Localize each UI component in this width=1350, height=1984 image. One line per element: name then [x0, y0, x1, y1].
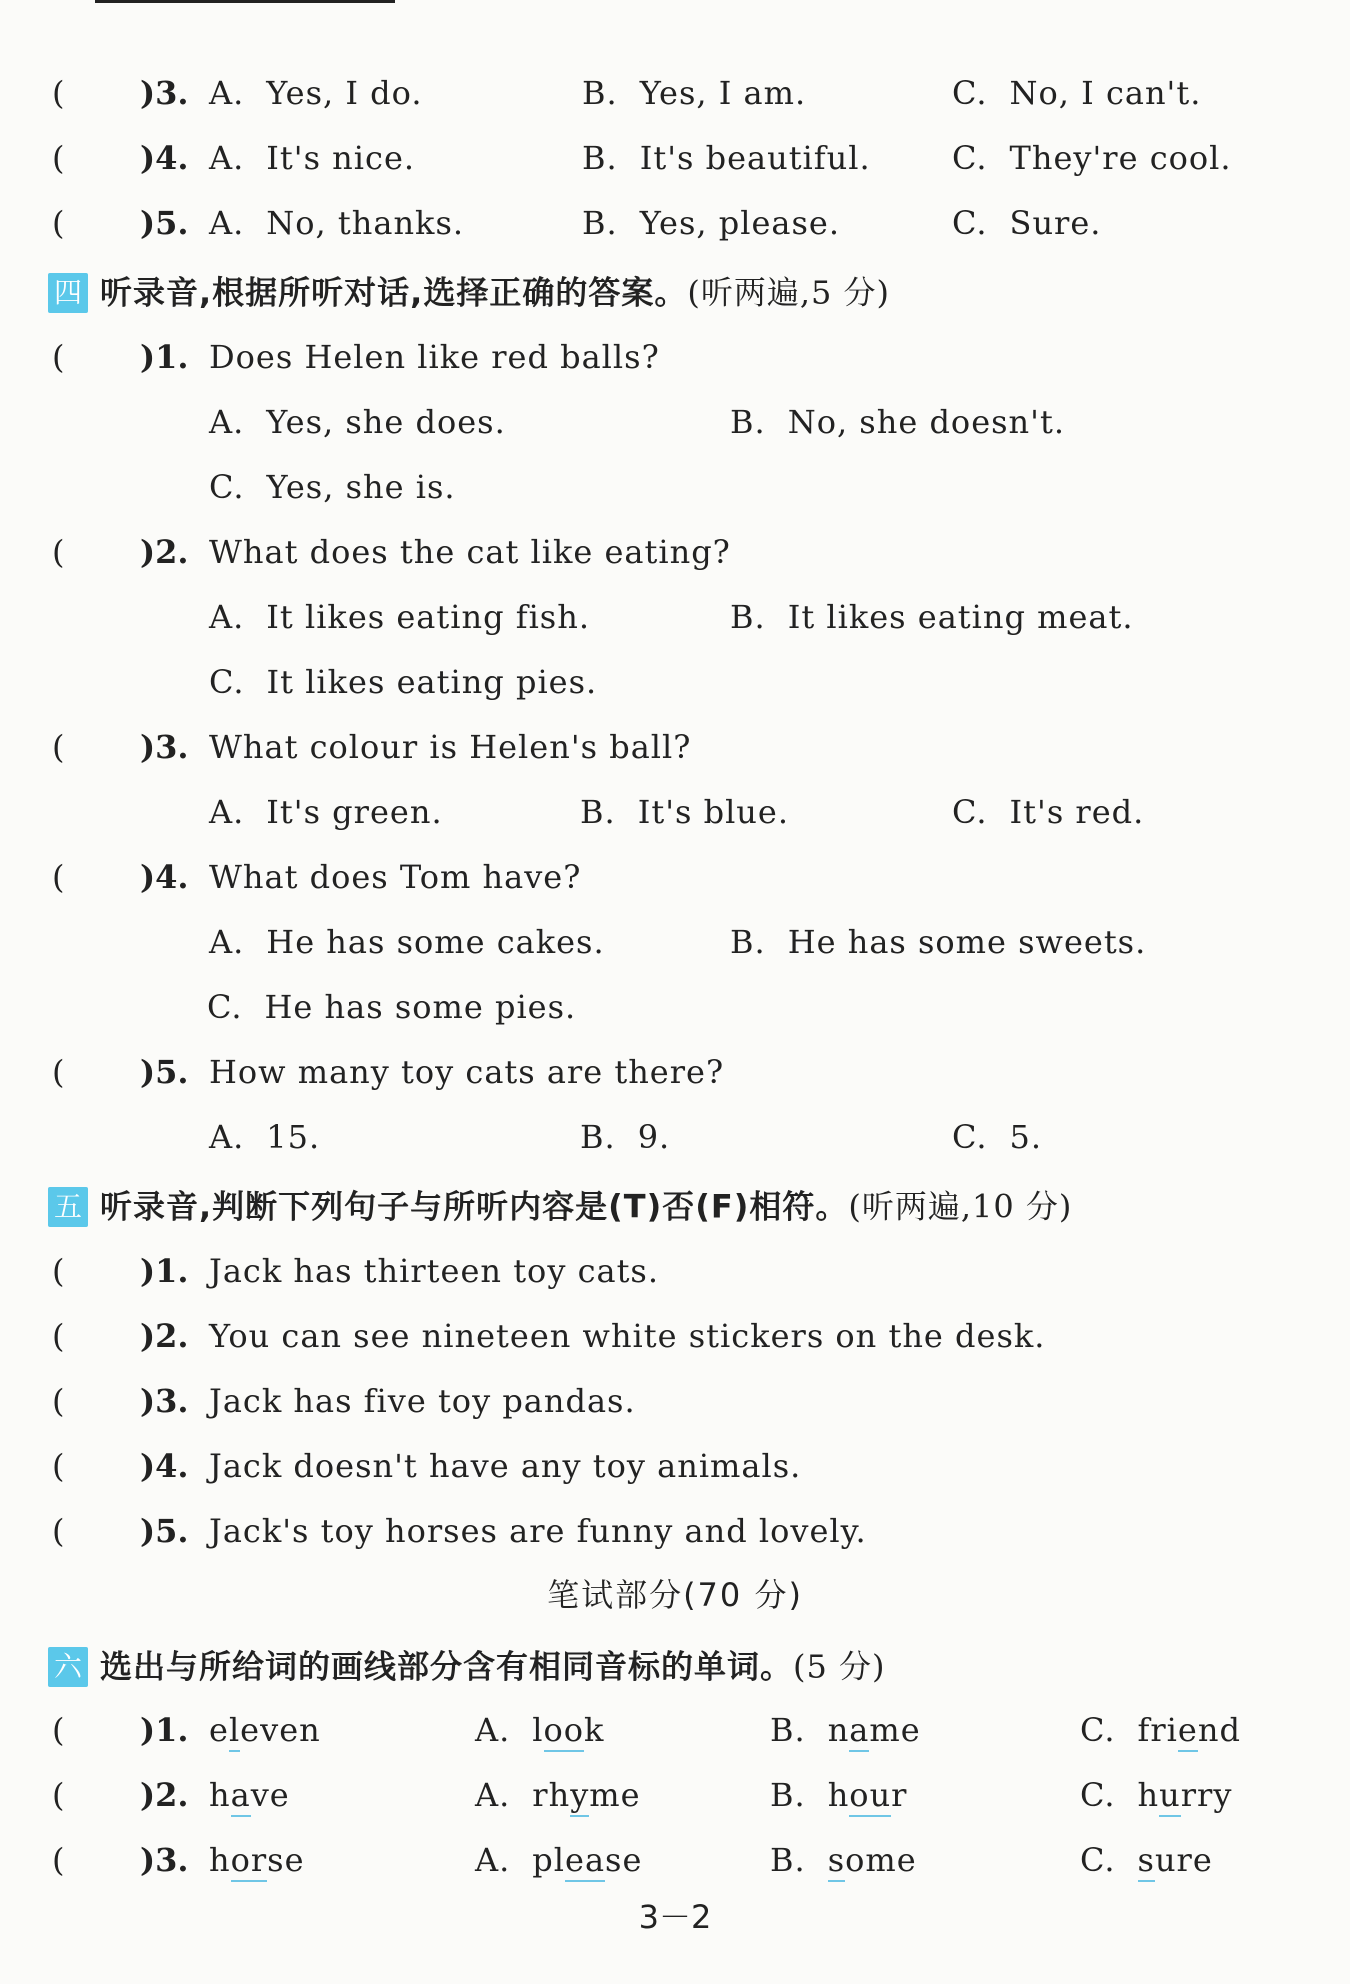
option-b: B. some — [770, 1835, 917, 1885]
section-badge: 六 — [48, 1647, 88, 1687]
question-number: )4. — [140, 858, 189, 896]
answer-paren[interactable]: ( — [52, 139, 65, 177]
question-number: )1. — [140, 338, 189, 376]
answer-paren[interactable]: ( — [52, 1447, 65, 1485]
given-word: eleven — [209, 1705, 321, 1755]
section-note: (听两遍,5 分) — [687, 273, 891, 312]
question-number: )4. — [140, 139, 189, 177]
question-number: )3. — [140, 74, 189, 112]
option-c: C. Sure. — [952, 204, 1102, 242]
question-stem: Jack doesn't have any toy animals. — [209, 1447, 802, 1485]
option-c: C. 5. — [952, 1118, 1043, 1156]
option-a: A. It likes eating fish. — [209, 598, 590, 636]
option-c: C. hurry — [1080, 1770, 1232, 1820]
option-a: A. It's green. — [209, 793, 443, 831]
question-stem: Jack has five toy pandas. — [209, 1382, 636, 1420]
section-6-header — [48, 1638, 886, 1690]
option-c: C. sure — [1080, 1835, 1213, 1885]
answer-paren[interactable]: ( — [52, 858, 65, 896]
given-word: have — [209, 1770, 290, 1820]
option-c: C. They're cool. — [952, 139, 1232, 177]
option-a: A. please — [475, 1835, 642, 1885]
section-title: 听录音,根据所听对话,选择正确的答案。 — [100, 273, 688, 312]
section-note: (听两遍,10 分) — [848, 1187, 1073, 1226]
option-b: B. It's beautiful. — [582, 139, 871, 177]
answer-paren[interactable]: ( — [52, 1382, 65, 1420]
question-stem: Jack has thirteen toy cats. — [209, 1252, 660, 1290]
answer-paren[interactable]: ( — [52, 1512, 65, 1550]
option-a: A. 15. — [209, 1118, 321, 1156]
option-b: B. He has some sweets. — [730, 923, 1147, 961]
question-number: )3. — [140, 728, 189, 766]
section-5-header — [48, 1178, 1072, 1230]
question-stem: You can see nineteen white stickers on the desk. — [209, 1317, 1046, 1355]
answer-paren[interactable]: ( — [52, 1776, 65, 1814]
section-badge: 四 — [48, 273, 88, 313]
answer-paren[interactable]: ( — [52, 533, 65, 571]
option-b: B. name — [770, 1705, 921, 1755]
option-b: B. No, she doesn't. — [730, 403, 1065, 441]
section-note: (5 分) — [793, 1647, 886, 1686]
option-a: A. rhyme — [475, 1770, 641, 1820]
answer-paren[interactable]: ( — [52, 1317, 65, 1355]
option-c: C. No, I can't. — [952, 74, 1202, 112]
answer-paren[interactable]: ( — [52, 1711, 65, 1749]
answer-paren[interactable]: ( — [52, 1841, 65, 1879]
option-c: C. friend — [1080, 1705, 1241, 1755]
question-stem: Does Helen like red balls? — [209, 338, 660, 376]
section-4-header — [48, 264, 890, 316]
question-stem: What does the cat like eating? — [209, 533, 731, 571]
option-b: B. Yes, please. — [582, 204, 840, 242]
option-b: B. Yes, I am. — [582, 74, 807, 112]
option-a: A. It's nice. — [209, 139, 416, 177]
option-b: B. It's blue. — [580, 793, 790, 831]
page-number: 3－2 — [638, 1898, 712, 1936]
option-c: C. It likes eating pies. — [209, 663, 598, 701]
question-number: )5. — [140, 204, 189, 242]
option-a: A. Yes, she does. — [209, 403, 506, 441]
option-b: B. It likes eating meat. — [730, 598, 1134, 636]
written-section-title: 笔试部分(70 分) — [547, 1576, 803, 1614]
question-number: )3. — [140, 1382, 189, 1420]
answer-paren[interactable]: ( — [52, 338, 65, 376]
section-title: 听录音,判断下列句子与所听内容是(T)否(F)相符。 — [100, 1187, 849, 1226]
top-rule — [95, 0, 395, 3]
given-word: horse — [209, 1835, 305, 1885]
question-number: )2. — [140, 1317, 189, 1355]
option-c: C. Yes, she is. — [209, 468, 456, 506]
option-c: C. He has some pies. — [207, 988, 577, 1026]
question-number: )2. — [140, 533, 189, 571]
question-number: )1. — [140, 1711, 189, 1749]
answer-paren[interactable]: ( — [52, 1252, 65, 1290]
option-b: B. hour — [770, 1770, 907, 1820]
answer-paren[interactable]: ( — [52, 204, 65, 242]
option-b: B. 9. — [580, 1118, 671, 1156]
question-number: )5. — [140, 1053, 189, 1091]
question-number: )4. — [140, 1447, 189, 1485]
option-a: A. Yes, I do. — [209, 74, 423, 112]
question-stem: What colour is Helen's ball? — [209, 728, 692, 766]
question-number: )1. — [140, 1252, 189, 1290]
section-badge: 五 — [48, 1187, 88, 1227]
question-stem: What does Tom have? — [209, 858, 582, 896]
question-stem: Jack's toy horses are funny and lovely. — [209, 1512, 867, 1550]
option-a: A. look — [475, 1705, 604, 1755]
question-number: )2. — [140, 1776, 189, 1814]
answer-paren[interactable]: ( — [52, 1053, 65, 1091]
section-title: 选出与所给词的画线部分含有相同音标的单词。 — [100, 1647, 794, 1686]
answer-paren[interactable]: ( — [52, 74, 65, 112]
question-stem: How many toy cats are there? — [209, 1053, 725, 1091]
option-a: A. He has some cakes. — [209, 923, 605, 961]
question-number: )3. — [140, 1841, 189, 1879]
question-number: )5. — [140, 1512, 189, 1550]
option-c: C. It's red. — [952, 793, 1145, 831]
answer-paren[interactable]: ( — [52, 728, 65, 766]
option-a: A. No, thanks. — [209, 204, 465, 242]
